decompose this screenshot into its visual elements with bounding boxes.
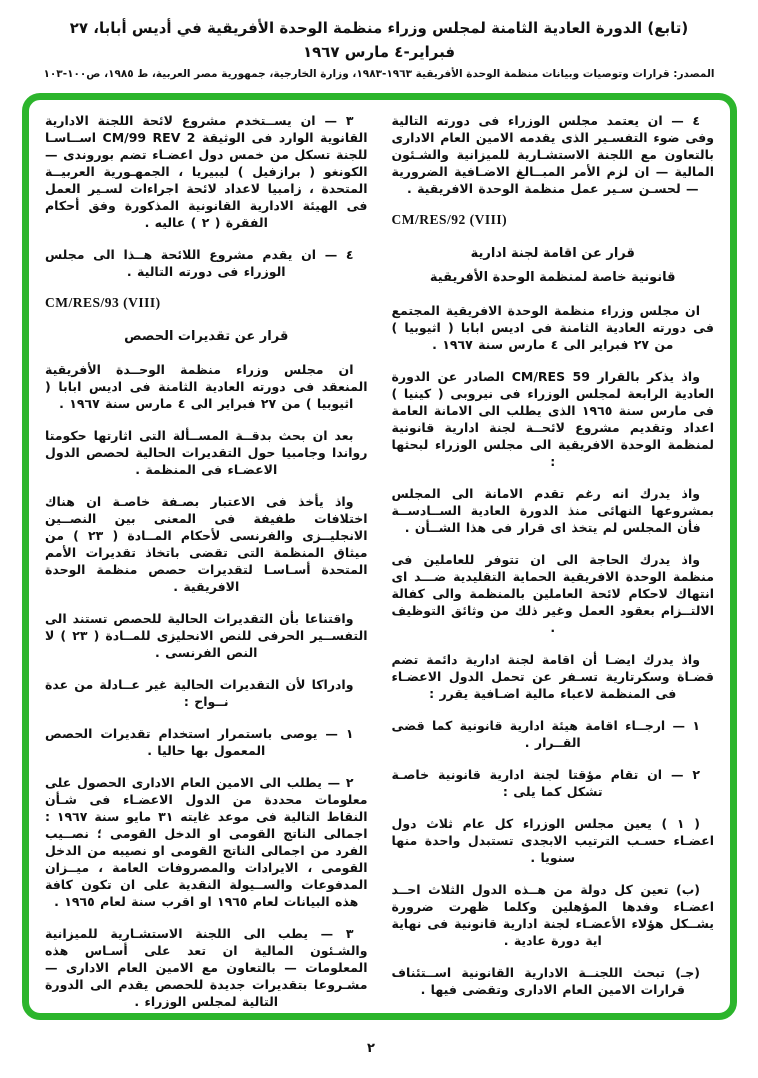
paragraph-aware-3: واذ يدرك ايضـا أن اقامة لجنة ادارية دائمة تضم قضـاة وسكرتارية تسـفر عن تحمل الدول الاعضـاء فى المنظمة لاعباء مالية اضـافية يقرر : [391, 652, 714, 701]
paragraph-item-3: ٣ — ان يســتخدم مشروع لائحة اللجنة الادارية القانوية الوارد فى الوثيقة CM/99 REV 2 اســاسـا للجنة تسكل من خمس دول اعضـاء تضم بوروندى — الكونغو ( برازفيل ) ليبيريا ، الجمهـورية العربيــة المتحدة ، زامبيا لاعداد لائحة اجراءات لسـير العمل فى الهيئة الادارية القانونية المذكورة وفق أحكام الفقرة ( ٢ ) عاليه . [45, 113, 368, 230]
paragraph-convinced: واقتناعا بأن التقديرات الحالية للحصص تستند الى التفســير الحرفى للنص الانحليزى للمــادة ( ٢٣ ) لا النص الفرنسى . [45, 611, 368, 660]
page-number: ٢ [367, 1041, 375, 1056]
resolution-title-quotas: قرار عن تقديرات الحصص [124, 329, 289, 344]
resolution-title-line-2: قانونية خاصة لمنظمة الوحدة الأفريقية [429, 270, 676, 285]
column-left [45, 112, 368, 1009]
resolutions-bordered-box [22, 93, 737, 1020]
paragraph-operative-1: ١ — ارجــاء اقامة هيئة ادارية قانونية كما قضى القــرار . [391, 718, 700, 750]
paragraph-having-studied: بعد ان بحث بدقــة المســألة التى اثارتها حكومتا رواندا وجامبيا حول التقديرات الحالية لحصص الدول الاعضـاء فى المنظمة . [45, 428, 368, 477]
column-right [392, 112, 715, 1005]
paragraph-preamble: ان مجلس وزراء منظمة الوحدة الافريقية المجتمع فى دورته العادية الثامنة فى اديس ابابا ( اثيوبيا ) من ٢٧ فبراير الى ٤ مارس سنة ١٩٦٧ . [391, 303, 714, 352]
paragraph-operative-3-left: ٣ — يطب الى اللجنة الاستشـارية للميزانية والشـئون المالية ان تعد على أسـاس هذه المعلومات — بالتعاون مع الامين العام الادارى — مشـروعا بتقديرات جديدة للحصص يقدم الى الدورة التالية لمجلس الوزراء . [45, 926, 368, 1009]
paragraph-considering: واذ يأخذ فى الاعتبار بصـفة خاصـة ان هناك اختلافات طفيفة فى المعنى بين النصــين الانجليــزى والفرنسى لأحكام المــادة ( ٢٣ ) من ميثاق المنظمة التى تقضى باتخاذ تقديرات الأمم المتحدة أسـاسـا لتقديرات حصص منظمة الوحدة الافريقية . [45, 494, 368, 594]
paragraph-subitem-b: (ب) تعين كل دولة من هــذه الدول الثلاث احــد اعضـاء وفدها المؤهلين وكلما ظهرت ضرورة يشــكل هؤلاء الأعضـاء لجنة ادارية قانونية فى نهاية اية دورة عادية . [391, 882, 714, 948]
paragraph-subitem-a: ( ١ ) يعين مجلس الوزراء كل عام ثلاث دول اعضـاء حسـب الترتيب الابجدى تستبدل واحدة منها سنويا . [391, 816, 714, 865]
paragraph-operative-2: ٢ — ان تقام مؤقتا لجنة ادارية قانونية خاصـة تشكل كما يلى : [391, 767, 700, 799]
session-title: (تابع) الدورة العادية الثامنة لمجلس وزراء منظمة الوحدة الأفريقية في أديس أبابا، ٢٧ فبراير-٤ مارس ١٩٦٧ [69, 19, 689, 61]
paragraph-subitem-c: (جـ) تبحث اللجنــة الادارية القانونية اســتئناف قرارات الامين العام الادارى وتقضى فيها . [391, 965, 700, 997]
two-column-layout [29, 100, 730, 1013]
source-citation: المصدر: قرارات وتوصيات وبيانات منظمة الوحدة الأفريقية ١٩٦٣-١٩٨٣، وزارة الخارجية، جمهورية مصر العربية، ط ١٩٨٥، ص١٠٠-١٠٣ [43, 68, 715, 80]
paragraph-aware-1: واذ يدرك انه رغم تقدم الامانة الى المجلس بمشروعها النهائى منذ الدورة العادية الســادســة فأن المجلس لم يتخذ اى قرار فى هذا الشــأن . [391, 486, 714, 535]
paragraph-aware-2: واذ يدرك الحاجة الى ان تتوفر للعاملين فى منظمة الوحدة الافريقية الحماية التقليدية ضـــد اى انتهاك لاحكام لائحة العاملين بالمنظمة والى كفالة الالتــزام بعقود العمل وغير ذلك من وثائق التوظيف . [391, 552, 714, 635]
resolution-title-line-1: قرار عن اقامة لجنة ادارية [470, 246, 635, 261]
paragraph-item-4-left: ٤ — ان يقدم مشروع اللائحة هــذا الى مجلس الوزراء فى دورته التالية . [45, 247, 354, 279]
paragraph-operative-2-left: ٢ — يطلب الى الامين العام الادارى الحصول على معلومات محددة من الدول الاعضـاء فى شـأن النقاط التالية فى موعد غايته ٣١ مايو سنة ١٩٦٧ : اجمالى الناتج القومى او الدخل القومى ؛ نصــيب الفرد من اجمالى الناتج القومى او نصيبه من الدخل القومى ، الايرادات والمصروفات العامة ، ميــزان المدفوعات والســيولة النقدية على ان تكون كافة هذه البيانات لعام ١٩٦٥ او اقرب سنة لعام ١٩٦٥ . [45, 775, 368, 909]
resolution-ref-cm-res-93: CM/RES/93 (VIII) [45, 295, 161, 310]
paragraph-realizing: وادراكا لأن التقديرات الحالية غير عــادلة من عدة نــواح : [45, 677, 354, 709]
paragraph-item-4: ٤ — ان يعتمد مجلس الوزراء فى دورته التالية وفى ضوء التفسـير الذى يقدمه الامين العام الادارى بالتعاون مع اللجنة الاستشـارية للميزانية والشـئون المالية — ان لزم الأمر المبــالغ الاضـافية الضرورية — لحسـن سـير عمل منظمة الوحدة الافريقية . [391, 113, 714, 196]
paragraph-preamble-left: ان مجلس وزراء منظمة الوحــدة الأفريقية المنعقد فى دورته العادية الثامنة فى اديس ابابا ( اثيوبيا ) من ٢٧ فبراير الى ٤ مارس سنة ١٩٦٧ . [45, 362, 368, 411]
paragraph-recalling: واذ يذكر بالقرار CM/RES 59 الصادر عن الدورة العادية الرابعة لمجلس الوزراء فى نيروبى ( كينيا ) فى مارس سنة ١٩٦٥ الذى يطلب الى الامانة العامة اعداد وتقديم مشروع لائحــة لجنة ادارية قانونية لمنظمة الوحدة الافريقية الى مجلس الوزراء لبحثها : [391, 369, 714, 469]
resolution-ref-cm-res-92: CM/RES/92 (VIII) [391, 212, 508, 227]
page-footer [0, 1037, 758, 1056]
paragraph-operative-1-left: ١ — يوصى باستمرار استخدام تقديرات الحصص المعمول بها حاليا . [45, 726, 354, 758]
page-header [0, 16, 758, 80]
